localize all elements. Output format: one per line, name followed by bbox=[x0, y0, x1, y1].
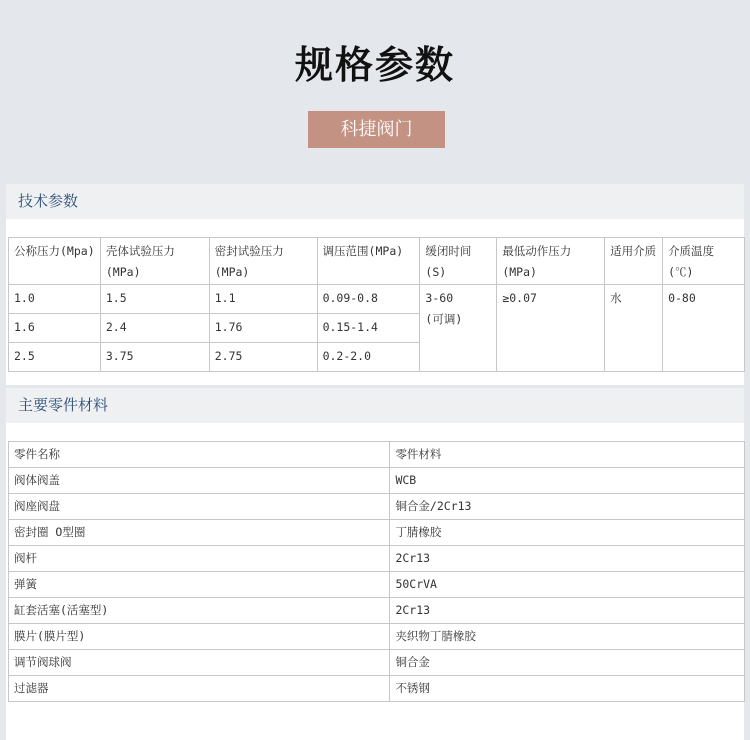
part-material: 2Cr13 bbox=[390, 546, 745, 572]
min-pressure-cell: ≥0.07 bbox=[497, 285, 605, 372]
part-material: 不锈钢 bbox=[390, 676, 745, 702]
part-name: 过滤器 bbox=[9, 676, 390, 702]
part-material: 铜合金 bbox=[390, 650, 745, 676]
table-row bbox=[9, 676, 745, 702]
table-row bbox=[9, 624, 745, 650]
header-cell: 最低动作压力(MPa) bbox=[497, 238, 605, 285]
table-header-row bbox=[9, 442, 745, 468]
page-title: 规格参数 bbox=[294, 43, 455, 87]
header-cell: 缓闭时间(S) bbox=[420, 238, 497, 285]
table-row bbox=[9, 650, 745, 676]
table-cell: 1.1 bbox=[209, 285, 317, 314]
table-row bbox=[9, 546, 745, 572]
part-name: 调节阀球阀 bbox=[9, 650, 390, 676]
table-row bbox=[9, 285, 745, 314]
parts-materials-heading: 主要零件材料 bbox=[6, 388, 744, 423]
table-cell: 2.4 bbox=[100, 314, 209, 343]
table-cell: 0.09-0.8 bbox=[317, 285, 420, 314]
table-row bbox=[9, 520, 745, 546]
table-cell: 0.15-1.4 bbox=[317, 314, 420, 343]
header-cell: 零件名称 bbox=[9, 442, 390, 468]
part-material: 夹织物丁腈橡胶 bbox=[390, 624, 745, 650]
table-cell: 1.5 bbox=[100, 285, 209, 314]
table-cell: 1.0 bbox=[9, 285, 101, 314]
tech-params-heading: 技术参数 bbox=[6, 184, 744, 219]
table-cell: 1.76 bbox=[209, 314, 317, 343]
part-material: WCB bbox=[390, 468, 745, 494]
medium-cell: 水 bbox=[605, 285, 663, 372]
temperature-cell: 0-80 bbox=[663, 285, 745, 372]
part-name: 缸套活塞(活塞型) bbox=[9, 598, 390, 624]
part-name: 弹簧 bbox=[9, 572, 390, 598]
header-cell: 适用介质 bbox=[605, 238, 663, 285]
part-name: 膜片(膜片型) bbox=[9, 624, 390, 650]
header-cell: 壳体试验压力(MPa) bbox=[100, 238, 209, 285]
closing-time-cell: 3-60 (可调) bbox=[420, 285, 497, 372]
part-material: 丁腈橡胶 bbox=[390, 520, 745, 546]
header-cell: 密封试验压力(MPa) bbox=[209, 238, 317, 285]
tech-params-table bbox=[8, 237, 745, 372]
header-cell: 调压范围(MPa) bbox=[317, 238, 420, 285]
table-cell: 1.6 bbox=[9, 314, 101, 343]
table-row bbox=[9, 468, 745, 494]
parts-materials-table bbox=[8, 441, 745, 702]
part-name: 阀体阀盖 bbox=[9, 468, 390, 494]
parts-materials-panel bbox=[6, 388, 744, 740]
page-header bbox=[0, 0, 750, 185]
table-row bbox=[9, 494, 745, 520]
table-row bbox=[9, 598, 745, 624]
table-cell: 3.75 bbox=[100, 343, 209, 372]
header-cell: 零件材料 bbox=[390, 442, 745, 468]
part-name: 阀座阀盘 bbox=[9, 494, 390, 520]
part-material: 铜合金/2Cr13 bbox=[390, 494, 745, 520]
part-material: 50CrVA bbox=[390, 572, 745, 598]
header-cell: 公称压力(Mpa) bbox=[9, 238, 101, 285]
table-cell: 0.2-2.0 bbox=[317, 343, 420, 372]
table-cell: 2.5 bbox=[9, 343, 101, 372]
table-row bbox=[9, 572, 745, 598]
brand-badge[interactable]: 科捷阀门 bbox=[308, 111, 445, 148]
tech-params-panel bbox=[6, 184, 744, 385]
part-name: 密封圈 O型圈 bbox=[9, 520, 390, 546]
part-name: 阀杆 bbox=[9, 546, 390, 572]
table-cell: 2.75 bbox=[209, 343, 317, 372]
part-material: 2Cr13 bbox=[390, 598, 745, 624]
header-cell: 介质温度(℃) bbox=[663, 238, 745, 285]
